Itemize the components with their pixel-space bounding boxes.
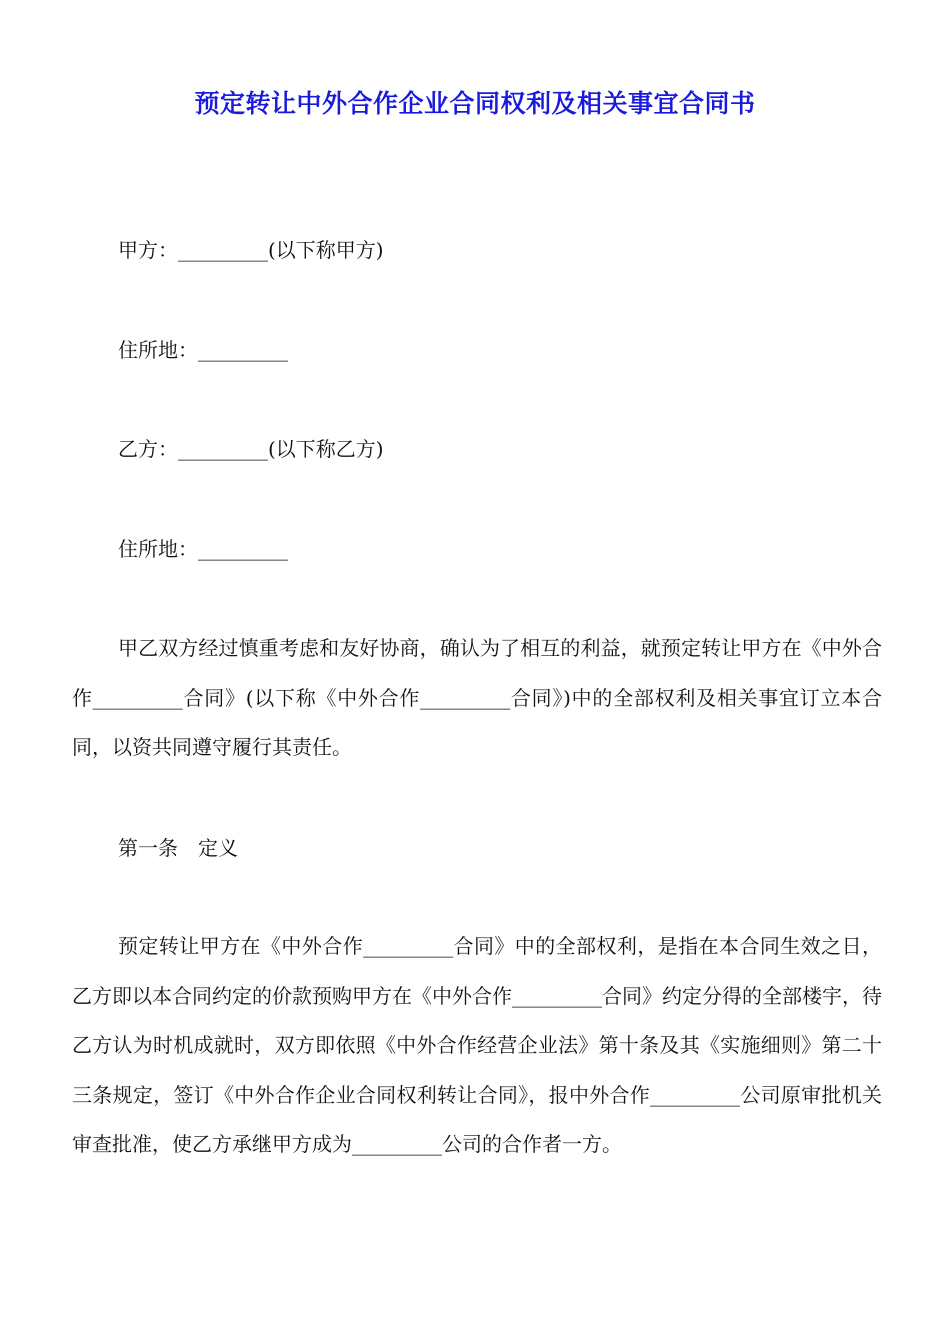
document-title: 预定转让中外合作企业合同权利及相关事宜合同书 bbox=[194, 89, 756, 118]
party-b-line: 乙方：_________(以下称乙方) bbox=[118, 437, 384, 461]
intro-paragraph: 甲乙双方经过慎重考虑和友好协商，确认为了相互的利益，就预定转让甲方在《中外合作_________合同》(以下称《中外合作_________合同》)中的全部权利及相关事宜订立本合同，以资共同遵守履行其责任。 bbox=[72, 636, 882, 760]
party-a-line: 甲方：_________(以下称甲方) bbox=[118, 238, 384, 262]
article-1-heading: 第一条 定义 bbox=[118, 836, 238, 860]
party-a-address: 住所地：_________ bbox=[118, 338, 288, 362]
party-b-address: 住所地：_________ bbox=[118, 537, 288, 561]
article-1-body: 预定转让甲方在《中外合作_________合同》中的全部权利，是指在本合同生效之日，乙方即以本合同约定的价款预购甲方在《中外合作_________合同》约定分得的全部楼宇，待乙方认为时机成就时，双方即依照《中外合作经营企业法》第十条及其《实施细则》第二十三条规定，签订《中外合作企业合同权利转让合同》，报中外合作_________公司原审批机关审查批准，使乙方承继甲方成为_________公司的合作者一方。 bbox=[72, 934, 882, 1157]
